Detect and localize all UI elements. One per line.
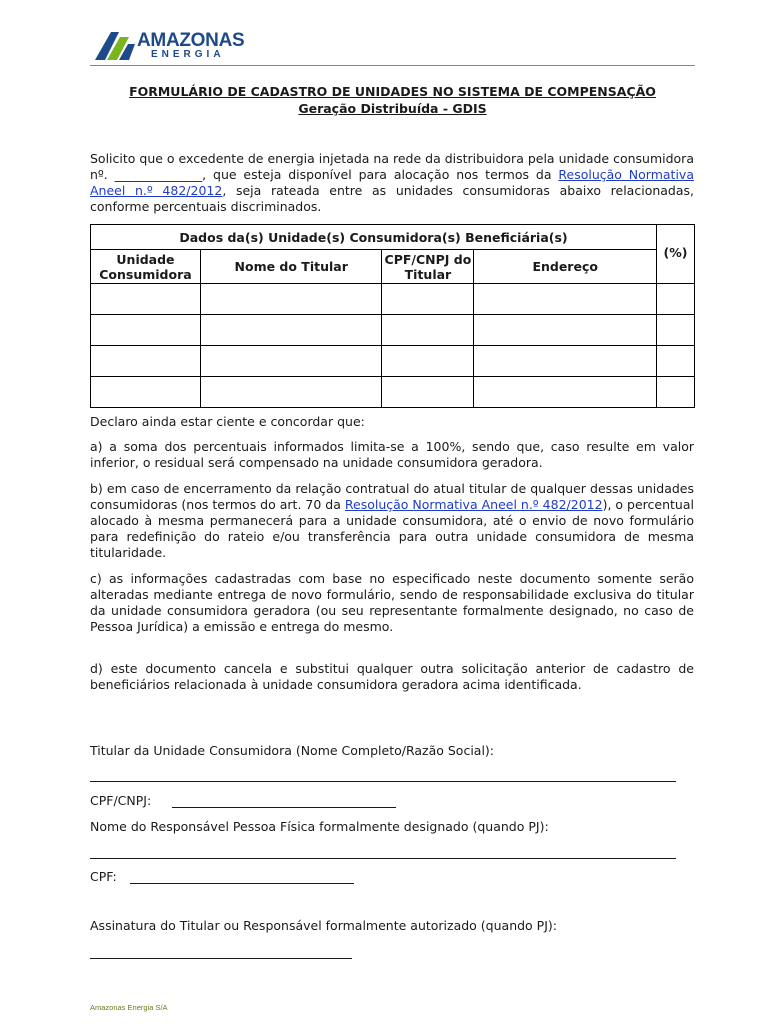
responsavel-label: Nome do Responsável Pessoa Física formalmente designado (quando PJ): xyxy=(90,819,549,834)
logo-mark-icon xyxy=(93,28,137,62)
logo-name: AMAZONAS xyxy=(137,30,245,51)
beneficiary-table xyxy=(90,224,695,408)
cpf-cnpj-label: CPF/CNPJ: xyxy=(90,793,152,808)
percent-header: (%) xyxy=(657,225,695,284)
clause-b-text-2: ), o percentual alocado à mesma permanecerá para a unidade consumidora, até o envio de novo formulário para redefinição do rateio e/ou transferência para outra unidade consumidora de mesma titularidade. xyxy=(90,497,694,560)
intro-text-2: , seja rateada entre as unidades consumidoras abaixo relacionadas, conforme percentuais discriminados. xyxy=(90,183,694,214)
clause-b xyxy=(90,481,694,561)
table-row xyxy=(91,284,695,315)
cpf-label: CPF: xyxy=(90,869,117,884)
col-nome-titular: Nome do Titular xyxy=(200,250,382,284)
table-row xyxy=(91,315,695,346)
col-unidade-consumidora: Unidade Consumidora xyxy=(91,250,201,284)
table-row xyxy=(91,377,695,408)
intro-text-1: Solicito que o excedente de energia injetada na rede da distribuidora pela unidade consumidora nº. ______________, que esteja disponível para alocação nos termos da xyxy=(90,151,694,182)
clause-b-text-1: b) em caso de encerramento da relação contratual do atual titular de qualquer dessas unidades consumidoras (nos termos do art. 70 da xyxy=(90,481,694,512)
responsavel-name-field[interactable] xyxy=(90,858,676,859)
cpf-field[interactable] xyxy=(130,883,354,884)
declaration-intro: Declaro ainda estar ciente e concordar que: xyxy=(90,414,365,429)
cpf-cnpj-field[interactable] xyxy=(172,807,396,808)
table-group-header: Dados da(s) Unidade(s) Consumidora(s) Beneficiária(s) xyxy=(91,225,657,250)
intro-paragraph xyxy=(90,151,694,215)
form-title: FORMULÁRIO DE CADASTRO DE UNIDADES NO SISTEMA DE COMPENSAÇÃO xyxy=(129,84,656,99)
col-cpf-cnpj: CPF/CNPJ do Titular xyxy=(382,250,474,284)
assinatura-label: Assinatura do Titular ou Responsável formalmente autorizado (quando PJ): xyxy=(90,918,557,933)
footer-company: Amazonas Energia S/A xyxy=(90,1003,168,1012)
clause-a: a) a soma dos percentuais informados limita-se a 100%, sendo que, caso resulte em valor inferior, o residual será compensado na unidade consumidora geradora. xyxy=(90,439,694,470)
signature-field[interactable] xyxy=(90,958,352,959)
header-divider xyxy=(90,65,695,66)
table-row xyxy=(91,346,695,377)
titular-name-field[interactable] xyxy=(90,781,676,782)
clause-c: c) as informações cadastradas com base no especificado neste documento somente serão alteradas mediante entrega de novo formulário, sendo de responsabilidade exclusiva do titular da unidade consumidora geradora (ou seu representante formalmente designado, no caso de Pessoa Jurídica) a emissão e entrega do mesmo. xyxy=(90,571,694,634)
col-endereco: Endereço xyxy=(474,250,657,284)
resolution-link-b[interactable]: Resolução Normativa Aneel n.º 482/2012 xyxy=(344,497,603,512)
titular-label: Titular da Unidade Consumidora (Nome Completo/Razão Social): xyxy=(90,743,495,758)
company-logo xyxy=(93,28,263,64)
clause-d: d) este documento cancela e substitui qualquer outra solicitação anterior de cadastro de beneficiários relacionada à unidade consumidora geradora acima identificada. xyxy=(90,661,694,692)
form-subtitle: Geração Distribuída - GDIS xyxy=(298,101,487,116)
logo-tagline: ENERGIA xyxy=(151,49,225,60)
resolution-link[interactable]: Resolução Normativa Aneel n.º 482/2012 xyxy=(90,167,694,198)
